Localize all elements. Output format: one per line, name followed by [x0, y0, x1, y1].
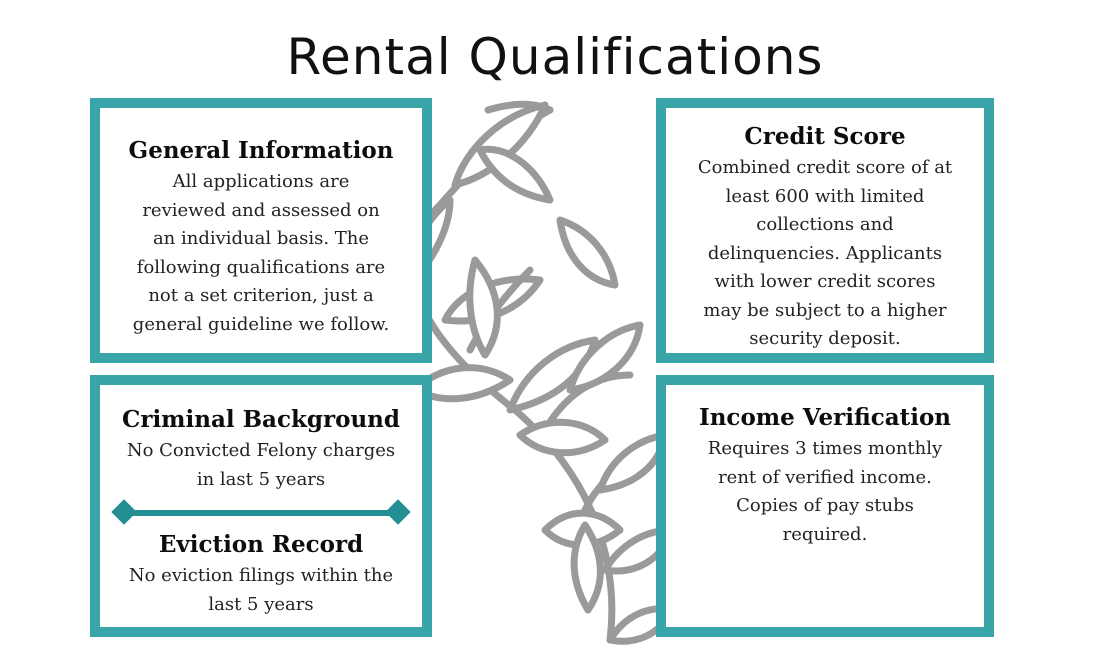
general-information-line: following qualifications are — [136, 256, 386, 278]
criminal-background-line: No Convicted Felony charges — [126, 440, 396, 461]
general-information-card — [90, 98, 432, 363]
income-verification-heading: Income Verification — [698, 404, 952, 431]
criminal-background-line: in last 5 years — [196, 468, 326, 490]
eviction-record-heading: Eviction Record — [158, 531, 364, 558]
general-information-line: general guideline we follow. — [132, 313, 390, 335]
credit-score-line: Combined credit score of at — [697, 157, 953, 178]
credit-score-line: may be subject to a higher — [703, 299, 947, 321]
general-information-line: not a set criterion, just a — [148, 285, 374, 306]
section-divider — [113, 502, 409, 524]
criminal-background-body — [110, 437, 412, 494]
income-verification-card — [656, 375, 994, 637]
credit-score-card — [656, 98, 994, 363]
credit-score-line: delinquencies. Applicants — [707, 242, 943, 264]
general-information-line: reviewed and assessed on — [142, 199, 380, 221]
criminal-background-heading: Criminal Background — [122, 406, 400, 433]
income-verification-line: Copies of pay stubs — [736, 495, 914, 516]
eviction-record-line: No eviction filings within the — [128, 565, 394, 586]
eviction-record-line: last 5 years — [208, 593, 314, 615]
credit-score-body — [676, 154, 974, 354]
income-verification-line: required. — [782, 523, 868, 545]
eviction-record-body — [110, 562, 412, 619]
general-information-line: All applications are — [172, 171, 350, 192]
general-information-line: an individual basis. The — [152, 228, 370, 249]
general-information-body — [110, 168, 412, 339]
divider-line — [125, 510, 397, 516]
diamond-icon — [385, 499, 410, 524]
page-title: Rental Qualifications — [286, 28, 824, 86]
credit-score-line: collections and — [756, 214, 894, 235]
income-verification-line: Requires 3 times monthly — [707, 438, 943, 459]
diamond-icon — [111, 499, 136, 524]
criminal-eviction-card — [90, 375, 432, 637]
credit-score-line: security deposit. — [749, 328, 901, 349]
credit-score-line: least 600 with limited — [725, 185, 925, 207]
income-verification-body — [676, 435, 974, 549]
general-information-heading: General Information — [128, 137, 394, 164]
credit-score-heading: Credit Score — [744, 123, 906, 150]
leaf-vine-decoration — [410, 90, 690, 650]
credit-score-line: with lower credit scores — [714, 271, 936, 292]
income-verification-line: rent of verified income. — [718, 466, 932, 488]
